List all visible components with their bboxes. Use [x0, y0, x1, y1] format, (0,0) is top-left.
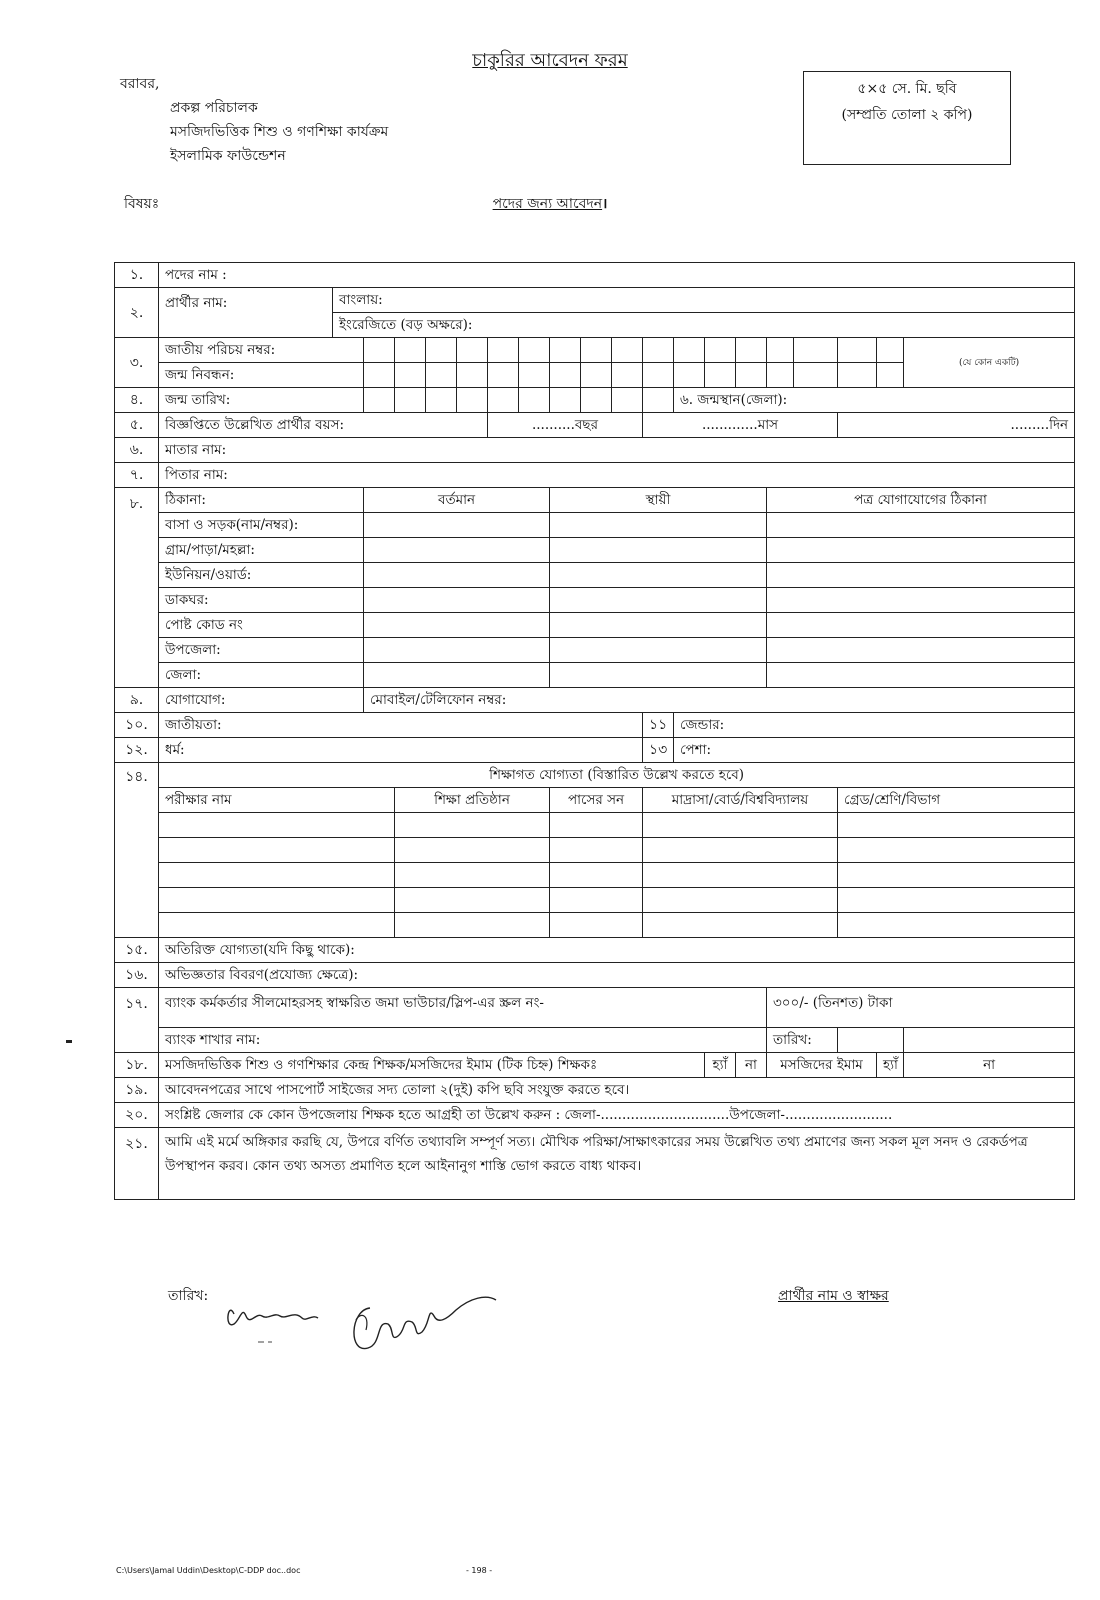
fee-amount: ৩০০/- (তিনশত) টাকা: [767, 988, 1075, 1028]
address-line-2: মসজিদভিত্তিক শিশু ও গণশিক্ষা কার্যক্রম: [170, 124, 389, 140]
nid-digit-box[interactable]: [736, 338, 767, 363]
post-name-field[interactable]: পদের নাম :: [159, 263, 1075, 288]
mailing-address-cell[interactable]: [767, 563, 1075, 588]
nid-digit-box[interactable]: [395, 338, 426, 363]
photo-copies-text: (সম্প্রতি তোলা ২ কপি): [841, 107, 973, 123]
exam-cell[interactable]: [159, 863, 395, 888]
photo-box[interactable]: [803, 71, 1011, 165]
page-number: - 198 -: [466, 1566, 493, 1575]
grade-cell[interactable]: [838, 813, 1075, 838]
present-address-cell[interactable]: [364, 563, 550, 588]
address-field-label: উপজেলা:: [159, 638, 364, 663]
address-row: [115, 563, 1075, 588]
teacher-imam-label: মসজিদভিত্তিক শিশু ও গণশিক্ষার কেন্দ্র শিক্ষক/মসজিদের ইমাম (টিক চিহ্ন) শিক্ষকঃ: [159, 1053, 705, 1078]
imam-yes-checkbox[interactable]: হ্যাঁ: [877, 1053, 904, 1078]
permanent-address-cell[interactable]: [550, 588, 767, 613]
mailing-address-cell[interactable]: [767, 663, 1075, 688]
form-title: চাকুরির আবেদন ফরম: [472, 50, 628, 71]
exam-cell[interactable]: [159, 813, 395, 838]
birth-reg-digit-box[interactable]: [877, 363, 904, 388]
nationality-field[interactable]: জাতীয়তা:: [159, 713, 643, 738]
applicant-name-label: প্রার্থীর নাম:: [159, 288, 333, 338]
subject-text: পদের জন্য আবেদন: [492, 196, 603, 212]
address-row: [115, 513, 1075, 538]
grade-cell[interactable]: [838, 913, 1075, 938]
education-row: [115, 913, 1075, 938]
birth-reg-digit-box[interactable]: [767, 363, 794, 388]
row-number: ১০.: [115, 713, 159, 738]
education-row: [115, 838, 1075, 863]
present-address-cell[interactable]: [364, 538, 550, 563]
row-number: ১২.: [115, 738, 159, 763]
year-cell[interactable]: [550, 838, 643, 863]
nid-digit-box[interactable]: [838, 338, 877, 363]
phone-field[interactable]: মোবাইল/টেলিফোন নম্বর:: [364, 688, 1075, 713]
address-field-label: গ্রাম/পাড়া/মহল্লা:: [159, 538, 364, 563]
permanent-address-cell[interactable]: [550, 538, 767, 563]
birth-reg-digit-box[interactable]: [395, 363, 426, 388]
row-number: ৬.: [115, 438, 159, 463]
district-preference-field[interactable]: সংশ্লিষ্ট জেলার কে কোন উপজেলায় শিক্ষক হতে আগ্রহী তা উল্লেখ করুন : জেলা-..............................উপজেলা-.........................: [159, 1103, 1075, 1128]
address-to: বরাবর,: [120, 76, 160, 92]
bank-branch-field[interactable]: ব্যাংক শাখার নাম:: [159, 1028, 767, 1053]
year-cell[interactable]: [550, 813, 643, 838]
father-name-field[interactable]: পিতার নাম:: [159, 463, 1075, 488]
contact-label: যোগাযোগ:: [159, 688, 364, 713]
bank-date-label: তারিখ:: [767, 1028, 838, 1053]
passing-year-header: পাসের সন: [550, 788, 643, 813]
education-row: [115, 863, 1075, 888]
birth-reg-digit-box[interactable]: [794, 363, 838, 388]
birth-date-box[interactable]: [488, 388, 519, 413]
application-form-table: [114, 262, 1075, 1200]
address-row: [115, 613, 1075, 638]
birth-reg-label: জন্ম নিবন্ধন:: [159, 363, 364, 388]
present-address-cell[interactable]: [364, 638, 550, 663]
birth-reg-digit-box[interactable]: [519, 363, 550, 388]
birth-date-box[interactable]: [643, 388, 674, 413]
education-columns: [115, 788, 1075, 813]
religion-field[interactable]: ধর্ম:: [159, 738, 643, 763]
gender-field[interactable]: জেন্ডার:: [674, 713, 1075, 738]
mailing-address-cell[interactable]: [767, 538, 1075, 563]
birth-date-box[interactable]: [364, 388, 395, 413]
address-field-label: বাসা ও সড়ক(নাম/নম্বর):: [159, 513, 364, 538]
scan-speck: [66, 1040, 72, 1043]
row-number: ৩.: [115, 338, 159, 388]
mailing-address-cell[interactable]: [767, 613, 1075, 638]
address-row: [115, 588, 1075, 613]
nid-digit-box[interactable]: [767, 338, 794, 363]
row-number: ১.: [115, 263, 159, 288]
row-education-header: [115, 763, 1075, 788]
nid-digit-box[interactable]: [488, 338, 519, 363]
photo-size-text: ৫×৫ সে. মি. ছবি: [857, 81, 957, 97]
permanent-address-cell[interactable]: [550, 663, 767, 688]
institution-cell[interactable]: [395, 813, 550, 838]
name-english-field[interactable]: ইংরেজিতে (বড় অক্ষরে):: [333, 313, 1075, 338]
present-address-header: বর্তমান: [364, 488, 550, 513]
birth-date-box[interactable]: [457, 388, 488, 413]
institution-cell[interactable]: [395, 838, 550, 863]
teacher-yes-checkbox[interactable]: হ্যাঁ: [705, 1053, 736, 1078]
row-number: ৮.: [115, 488, 159, 688]
board-cell[interactable]: [643, 813, 838, 838]
row-extra-qualification: [115, 938, 1075, 963]
row-post-name: [115, 263, 1075, 288]
birth-reg-digit-box[interactable]: [838, 363, 877, 388]
year-cell[interactable]: [550, 888, 643, 913]
birth-date-box[interactable]: [612, 388, 643, 413]
birth-reg-digit-box[interactable]: [705, 363, 736, 388]
row-number: ৯.: [115, 688, 159, 713]
institution-cell[interactable]: [395, 863, 550, 888]
row-number: ১৪.: [115, 763, 159, 938]
birth-date-label: জন্ম তারিখ:: [159, 388, 364, 413]
row-mother-name: [115, 438, 1075, 463]
row-number: ২০.: [115, 1103, 159, 1128]
file-path-footer: C:\Users\Jamal Uddin\Desktop\C-DDP doc..doc: [116, 1566, 301, 1575]
address-row: [115, 663, 1075, 688]
institution-cell[interactable]: [395, 913, 550, 938]
row-applicant-name-bangla: [115, 288, 1075, 313]
teacher-no-checkbox[interactable]: না: [736, 1053, 767, 1078]
photo-instruction-text: আবেদনপত্রের সাথে পাসপোর্ট সাইজের সদ্য তোলা ২(দুই) কপি ছবি সংযুক্ত করতে হবে।: [159, 1078, 1075, 1103]
address-row: [115, 638, 1075, 663]
address-line-3: ইসলামিক ফাউন্ডেশন: [170, 148, 286, 164]
birth-reg-digit-box[interactable]: [674, 363, 705, 388]
birth-date-box[interactable]: [519, 388, 550, 413]
row-number: ২.: [115, 288, 159, 338]
row-number: ১৯.: [115, 1078, 159, 1103]
row-photo-instruction: [115, 1078, 1075, 1103]
board-cell[interactable]: [643, 913, 838, 938]
exam-cell[interactable]: [159, 888, 395, 913]
applicant-signature-label: প্রার্থীর নাম ও স্বাক্ষর: [778, 1288, 889, 1304]
year-cell[interactable]: [550, 913, 643, 938]
address-field-label: পোষ্ট কোড নং: [159, 613, 364, 638]
institution-header: শিক্ষা প্রতিষ্ঠান: [395, 788, 550, 813]
nid-digit-box[interactable]: [674, 338, 705, 363]
nid-digit-box[interactable]: [550, 338, 581, 363]
permanent-address-cell[interactable]: [550, 613, 767, 638]
board-header: মাদ্রাসা/বোর্ড/বিশ্ববিদ্যালয়: [643, 788, 838, 813]
grade-cell[interactable]: [838, 838, 1075, 863]
bank-voucher-field[interactable]: ব্যাংক কর্মকর্তার সীলমোহরসহ স্বাক্ষরিত জমা ভাউচার/স্লিপ-এর স্ক্রল নং-: [159, 988, 767, 1028]
age-days-field[interactable]: .........দিন: [838, 413, 1075, 438]
row-number: ৪.: [115, 388, 159, 413]
birth-reg-digit-box[interactable]: [488, 363, 519, 388]
permanent-address-cell[interactable]: [550, 563, 767, 588]
birthplace-field[interactable]: ৬. জন্মস্থান(জেলা):: [674, 388, 1075, 413]
education-title: শিক্ষাগত যোগ্যতা (বিস্তারিত উল্লেখ করতে হবে): [159, 763, 1075, 788]
nid-digit-box[interactable]: [581, 338, 612, 363]
subject-label: বিষয়ঃ: [124, 196, 160, 212]
birth-reg-digit-box[interactable]: [612, 363, 643, 388]
present-address-cell[interactable]: [364, 663, 550, 688]
nid-digit-box[interactable]: [364, 338, 395, 363]
address-label: ঠিকানা:: [159, 488, 364, 513]
mailing-address-header: পত্র যোগাযোগের ঠিকানা: [767, 488, 1075, 513]
row-nid: [115, 338, 1075, 363]
birth-reg-digit-box[interactable]: [643, 363, 674, 388]
mother-name-field[interactable]: মাতার নাম:: [159, 438, 1075, 463]
row-district-preference: [115, 1103, 1075, 1128]
birth-reg-digit-box[interactable]: [426, 363, 457, 388]
bank-date-box[interactable]: [838, 1028, 904, 1053]
address-field-label: জেলা:: [159, 663, 364, 688]
row-number: ১৫.: [115, 938, 159, 963]
address-line-1: প্রকল্প পরিচালক: [170, 100, 258, 116]
exam-name-header: পরীক্ষার নাম: [159, 788, 395, 813]
birth-reg-digit-box[interactable]: [736, 363, 767, 388]
imam-label: মসজিদের ইমাম: [767, 1053, 877, 1078]
row-experience: [115, 963, 1075, 988]
experience-field[interactable]: অভিজ্ঞতার বিবরণ(প্রযোজ্য ক্ষেত্রে):: [159, 963, 1075, 988]
row-number: ৫.: [115, 413, 159, 438]
board-cell[interactable]: [643, 863, 838, 888]
birth-reg-digit-box[interactable]: [457, 363, 488, 388]
birth-reg-digit-box[interactable]: [550, 363, 581, 388]
mailing-address-cell[interactable]: [767, 638, 1075, 663]
board-cell[interactable]: [643, 838, 838, 863]
handwritten-signature: [220, 1290, 520, 1370]
permanent-address-cell[interactable]: [550, 513, 767, 538]
extra-qualification-field[interactable]: অতিরিক্ত যোগ্যতা(যদি কিছু থাকে):: [159, 938, 1075, 963]
declaration-text: আমি এই মর্মে অঙ্গিকার করছি যে, উপরে বর্ণিত তথ্যাবলি সম্পূর্ণ সত্য। মৌখিক পরিক্ষা/সাক্ষাৎকারের সময় উল্লেখিত তথ্য প্রমাণের জন্য সকল মূল সনদ ও রেকর্ডপত্র উপস্থাপন করব। কোন তথ্য অসত্য প্রমাণিত হলে আইনানুগ শাস্তি ভোগ করতে বাধ্য থাকব।: [159, 1128, 1075, 1200]
row-number: ১৭.: [115, 988, 159, 1053]
address-field-label: ইউনিয়ন/ওয়ার্ড:: [159, 563, 364, 588]
permanent-address-header: স্থায়ী: [550, 488, 767, 513]
name-bangla-field[interactable]: বাংলায়:: [333, 288, 1075, 313]
grade-cell[interactable]: [838, 888, 1075, 913]
address-field-label: ডাকঘর:: [159, 588, 364, 613]
nid-digit-box[interactable]: [643, 338, 674, 363]
birth-date-box[interactable]: [426, 388, 457, 413]
birth-date-box[interactable]: [395, 388, 426, 413]
row-declaration: [115, 1128, 1075, 1200]
institution-cell[interactable]: [395, 888, 550, 913]
row-number: ১৬.: [115, 963, 159, 988]
nid-digit-box[interactable]: [519, 338, 550, 363]
nid-digit-box[interactable]: [705, 338, 736, 363]
row-nationality: [115, 713, 1075, 738]
subject-end: ।: [602, 196, 608, 212]
either-one-note: (যে কোন একটি): [904, 338, 1075, 388]
age-label: বিজ্ঞপ্তিতে উল্লেখিত প্রার্থীর বয়স:: [159, 413, 488, 438]
row-bank-branch: [115, 1028, 1075, 1053]
year-cell[interactable]: [550, 863, 643, 888]
mailing-address-cell[interactable]: [767, 513, 1075, 538]
row-contact: [115, 688, 1075, 713]
address-block: [120, 72, 388, 168]
row-number: ১৮.: [115, 1053, 159, 1078]
birth-reg-digit-box[interactable]: [581, 363, 612, 388]
board-cell[interactable]: [643, 888, 838, 913]
nid-digit-box[interactable]: [457, 338, 488, 363]
present-address-cell[interactable]: [364, 613, 550, 638]
mailing-address-cell[interactable]: [767, 588, 1075, 613]
row-address-header: [115, 488, 1075, 513]
nid-digit-box[interactable]: [426, 338, 457, 363]
signature-date-label: তারিখ:: [168, 1288, 209, 1304]
education-row: [115, 888, 1075, 913]
imam-no-checkbox[interactable]: না: [904, 1053, 1075, 1078]
nid-digit-box[interactable]: [794, 338, 838, 363]
row-number: ১৩: [643, 738, 674, 763]
address-row: [115, 538, 1075, 563]
nid-label: জাতীয় পরিচয় নম্বর:: [159, 338, 364, 363]
nid-digit-box[interactable]: [877, 338, 904, 363]
present-address-cell[interactable]: [364, 588, 550, 613]
row-father-name: [115, 463, 1075, 488]
exam-cell[interactable]: [159, 913, 395, 938]
row-number: ৭.: [115, 463, 159, 488]
row-number: ১১: [643, 713, 674, 738]
age-months-field[interactable]: .............মাস: [643, 413, 838, 438]
row-religion: [115, 738, 1075, 763]
nid-digit-box[interactable]: [612, 338, 643, 363]
grade-cell[interactable]: [838, 863, 1075, 888]
row-age: [115, 413, 1075, 438]
birth-date-box[interactable]: [550, 388, 581, 413]
occupation-field[interactable]: পেশা:: [674, 738, 1075, 763]
row-birth-date: [115, 388, 1075, 413]
birth-reg-digit-box[interactable]: [364, 363, 395, 388]
exam-cell[interactable]: [159, 838, 395, 863]
present-address-cell[interactable]: [364, 513, 550, 538]
subject-line: [0, 192, 1100, 216]
age-years-field[interactable]: ..........বছর: [488, 413, 643, 438]
row-number: ২১.: [115, 1128, 159, 1200]
bank-date-box[interactable]: [904, 1028, 1075, 1053]
permanent-address-cell[interactable]: [550, 638, 767, 663]
row-teacher-imam: [115, 1053, 1075, 1078]
education-row: [115, 813, 1075, 838]
row-bank-voucher: [115, 988, 1075, 1028]
birth-date-box[interactable]: [581, 388, 612, 413]
grade-header: গ্রেড/শ্রেণি/বিভাগ: [838, 788, 1075, 813]
